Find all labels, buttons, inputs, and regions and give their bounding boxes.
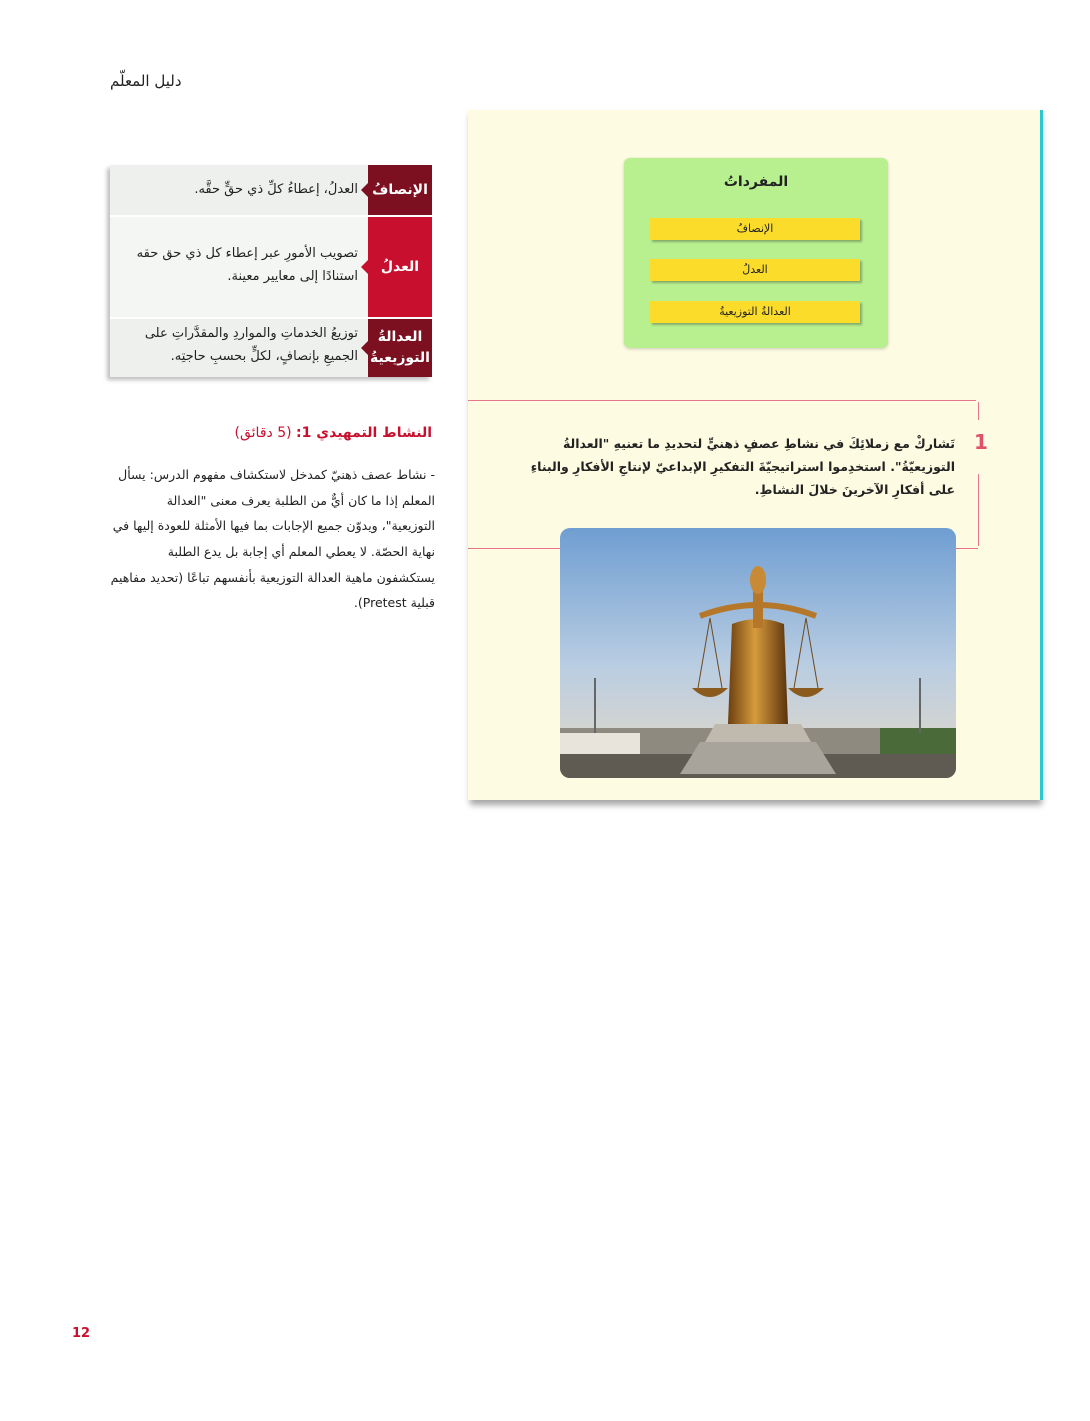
frame-line [468, 548, 560, 549]
vocabulary-item[interactable]: الإنصافُ [650, 218, 860, 240]
glossary-definition: العدلُ، إعطاءُ كلِّ ذي حقٍّ حقَّه. [110, 165, 368, 215]
page-header-title: دليل المعلّم [110, 72, 182, 90]
activity-heading [100, 425, 432, 441]
frame-line [978, 402, 979, 420]
glossary-row [110, 165, 432, 217]
glossary-term: الإنصافُ [368, 165, 432, 215]
justice-monument-photo [560, 528, 956, 778]
vocabulary-item[interactable]: العدالةُ التوزيعيةُ [650, 301, 860, 323]
vocabulary-item[interactable]: العدلُ [650, 259, 860, 281]
glossary-term: العدالةُ التوزيعيةُ [368, 319, 432, 377]
glossary-definition: تصويب الأمورِ عبر إعطاء كل ذي حق حقه استنادًا إلى معايير معينة. [110, 217, 368, 317]
activity-duration: (5 دقائق) [234, 425, 292, 441]
glossary-row [110, 217, 432, 319]
vocabulary-title: المفرداتُ [723, 174, 789, 190]
glossary-definition: توزيعُ الخدماتِ والمواردِ والمقدَّراتِ على الجميعِ بإنصافٍ، لكلٍّ بحسبِ حاجتِه. [110, 319, 368, 377]
question-number: 1 [974, 430, 988, 454]
activity-body: - نشاط عصف ذهنيّ كمدخل لاستكشاف مفهوم الدرس: يسأل المعلم إذا ما كان أيٌّ من الطلبة يعرف معنى "العدالة التوزيعية"، ويدوّن جميع الإجابات بما فيها الأمثلة للعودة إليها في نهاية الحصّة. لا يعطي المعلم أي إجابة بل يدع الطلبة يستكشفون ماهية العدالة التوزيعية بأنفسهم تباعًا (تحديد مفاهيم قبلية Pretest). [110, 467, 435, 611]
glossary-table [110, 165, 432, 377]
frame-line [468, 400, 976, 401]
glossary-row [110, 319, 432, 377]
glossary-term: العدلُ [368, 217, 432, 317]
panel-edge-line [1040, 110, 1043, 800]
vocabulary-box [624, 158, 888, 348]
page-number: 12 [72, 1326, 91, 1341]
activity-title: النشاط التمهيدي 1: [296, 425, 432, 441]
frame-line [978, 474, 979, 546]
frame-line [956, 548, 978, 549]
question-text: تَشاركْ مع زملائِكَ في نشاطِ عصفٍ ذهنيٍّ لتحديدِ ما تعنيهِ "العدالةُ التوزيعيّةُ". استخدِموا استراتيجيّةَ التفكيرِ الإبداعيّ لإنتاجِ الأفكارِ والبناءِ على أفكارِ الآخرينَ خلالَ النشاطِ. [530, 436, 955, 498]
